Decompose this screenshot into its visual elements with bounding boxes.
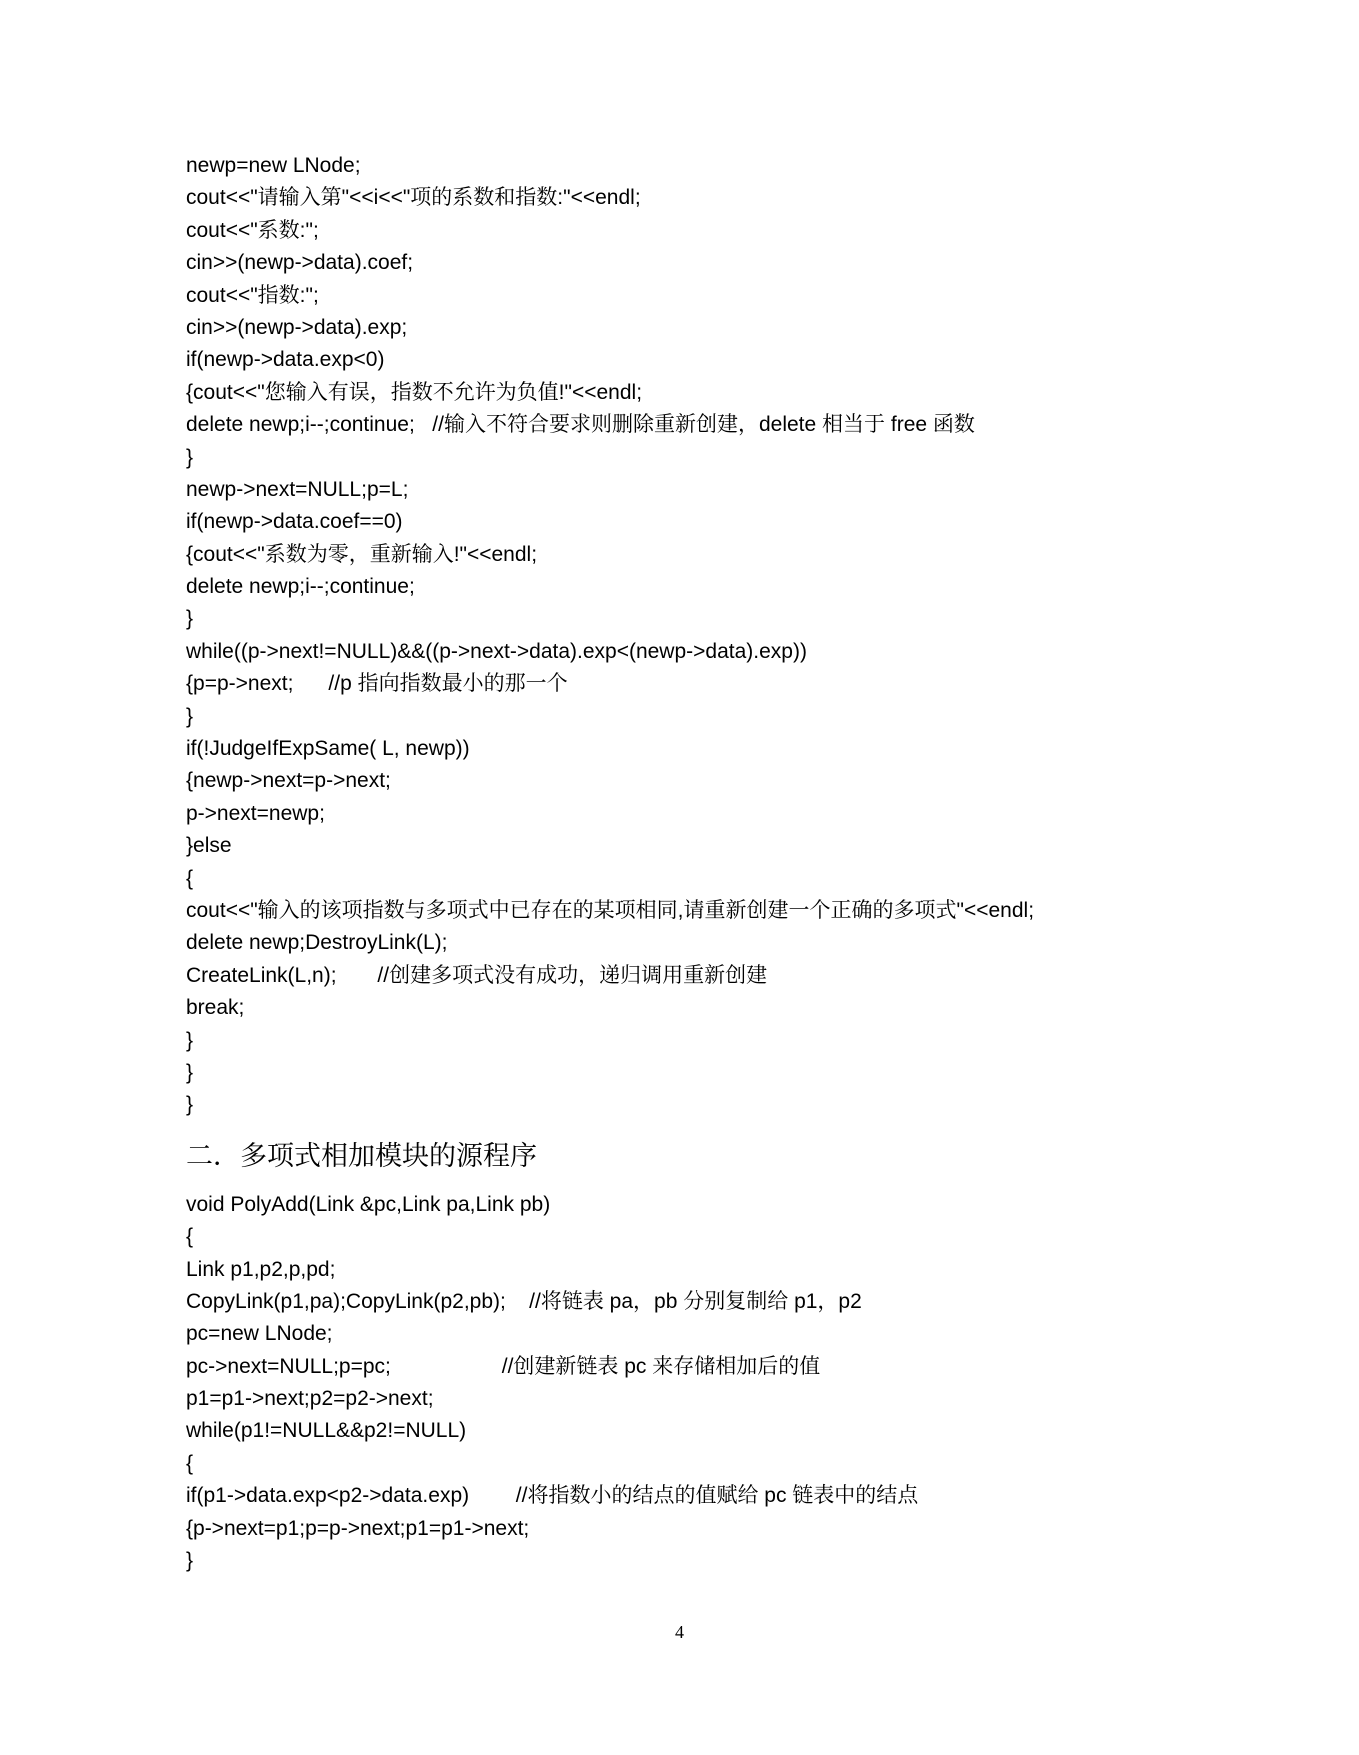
code-line: {: [186, 866, 194, 890]
code-line: Link p1,p2,p,pd;: [186, 1257, 336, 1281]
code-line: cin>>(newp->data).coef;: [186, 251, 414, 275]
code-line: {newp->next=p->next;: [186, 769, 391, 793]
code-line: }: [186, 704, 194, 728]
code-line: {: [186, 1451, 194, 1475]
code-line: }: [186, 1028, 194, 1052]
code-line: {p=p->next; //p 指向指数最小的那一个: [186, 672, 568, 696]
code-line: p->next=newp;: [186, 801, 325, 825]
code-line: delete newp;i--;continue; //输入不符合要求则删除重新创建，delete 相当于 free 函数: [186, 413, 975, 437]
code-block-2: [186, 1189, 1306, 1578]
code-line: newp=new LNode;: [186, 154, 361, 177]
code-line: delete newp;i--;continue;: [186, 575, 415, 599]
code-line: }: [186, 445, 194, 469]
code-line: break;: [186, 996, 245, 1020]
code-line: }else: [186, 834, 232, 858]
code-line: pc->next=NULL;p=pc; //创建新链表 pc 来存储相加后的值: [186, 1354, 821, 1378]
code-line: CreateLink(L,n); //创建多项式没有成功，递归调用重新创建: [186, 963, 768, 987]
code-line: if(newp->data.coef==0): [186, 510, 403, 534]
section-heading: 二．多项式相加模块的源程序: [186, 1140, 537, 1172]
code-line: CopyLink(p1,pa);CopyLink(p2,pb); //将链表 pa，pb 分别复制给 p1，p2: [186, 1289, 862, 1313]
code-line: }: [186, 607, 194, 631]
code-line: }: [186, 1093, 194, 1117]
code-line: if(newp->data.exp<0): [186, 348, 385, 372]
code-line: delete newp;DestroyLink(L);: [186, 931, 448, 955]
code-line: cout<<"输入的该项指数与多项式中已存在的某项相同,请重新创建一个正确的多项式"<<endl;: [186, 898, 1035, 922]
code-line: }: [186, 1060, 194, 1084]
code-line: {p->next=p1;p=p->next;p1=p1->next;: [186, 1516, 530, 1540]
code-line: newp->next=NULL;p=L;: [186, 477, 409, 501]
code-line: if(p1->data.exp<p2->data.exp) //将指数小的结点的值赋给 pc 链表中的结点: [186, 1484, 919, 1508]
code-line: pc=new LNode;: [186, 1322, 333, 1346]
code-block-1: [186, 150, 1306, 1122]
code-line: if(!JudgeIfExpSame( L, newp)): [186, 737, 470, 761]
code-line: cout<<"请输入第"<<i<<"项的系数和指数:"<<endl;: [186, 186, 641, 210]
code-line: {cout<<"系数为零，重新输入!"<<endl;: [186, 542, 538, 566]
code-line: while((p->next!=NULL)&&((p->next->data).exp<(newp->data).exp)): [186, 639, 807, 663]
page-number: 4: [675, 1622, 684, 1642]
code-line: cout<<"指数:";: [186, 283, 319, 307]
code-line: }: [186, 1549, 194, 1573]
page-content: [186, 150, 1306, 1577]
code-line: void PolyAdd(Link &pc,Link pa,Link pb): [186, 1192, 551, 1216]
code-line: {: [186, 1225, 194, 1249]
code-line: {cout<<"您输入有误，指数不允许为负值!"<<endl;: [186, 380, 643, 404]
code-line: while(p1!=NULL&&p2!=NULL): [186, 1419, 467, 1443]
code-line: p1=p1->next;p2=p2->next;: [186, 1387, 434, 1411]
code-line: cin>>(newp->data).exp;: [186, 315, 408, 339]
code-line: cout<<"系数:";: [186, 218, 319, 242]
